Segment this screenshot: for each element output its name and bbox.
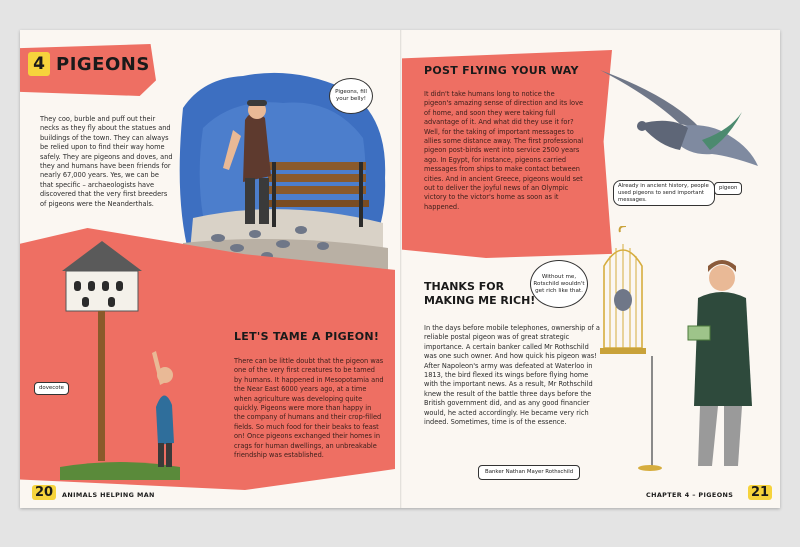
post-heading: POST FLYING YOUR WAY	[424, 64, 579, 77]
post-text: It didn't take humans long to notice the pigeon's amazing sense of direction and its love of home, and soon they were taking full advantage of it. And what did they use it for? Well, for the taking of important messages to allies some distance away. The first professional pigeon post-birds went into service 2500 years ago. In Egypt, for instance, pigeons carried messages from ships to make contact between cities. And in ancient Greece, pigeons would set out to deliver the joyful news of an Olympic victory to the victor's home as soon as it happened.	[424, 90, 584, 211]
intro-text: They coo, burble and puff out their necks as they fly about the statues and buildings of the town. They can always be relied upon to find their way home safely. They are pigeons and doves, and they and humans have been friends for nearly 67,000 years. Yes, we can be that specific – archaeologists have discovered that the very first breeders of pigeons were the Neanderthals.	[40, 115, 173, 208]
page-number-right: 21	[748, 485, 772, 500]
rich-text: In the days before mobile telephones, ownership of a reliable postal pigeon was of great strategic importance. A certain banker called Mr Rothschild was one such owner. And how quick his pigeon was! After Napoleon's army was defeated at Waterloo in 1813, the bird flexed its wings before flying home with the important news. As a result, Mr Rothschild knew the result of the battle three days before the British government did, and as any good financier would, he acted accordingly. He became very rich indeed. Sometimes, time is of the essence.	[424, 324, 600, 427]
book-spread	[20, 30, 780, 508]
tame-heading: LET'S TAME A PIGEON!	[234, 330, 380, 343]
speech-bubble-rich: Without me, Rotschild wouldn't get rich like that.	[530, 260, 588, 308]
dovecote-illustration	[60, 235, 195, 480]
flying-pigeon-illustration	[580, 66, 765, 176]
banker-and-cage-illustration	[590, 226, 770, 478]
bench-scene	[173, 58, 393, 276]
ancient-note: Already in ancient history, people used pigeons to send important messages.	[613, 180, 715, 206]
dovecote-label: dovecote	[34, 382, 69, 395]
rich-heading: THANKS FOR MAKING ME RICH!	[424, 280, 536, 307]
page-number-left: 20	[32, 485, 56, 500]
page-title: PIGEONS	[56, 54, 150, 75]
banker-label: Banker Nathan Mayer Rothschild	[478, 465, 580, 480]
footer-left: ANIMALS HELPING MAN	[62, 491, 155, 499]
tame-text: There can be little doubt that the pigeon was one of the very first creatures to be tamed by humans. It happened in Mesopotamia and the Near East 6000 years ago, at a time when agriculture was developing quite quickly. Pigeons were more than happy in the company of humans and their crop-filled fields. So much food for their beaks to feast on! Once pigeons exchanged their homes in crags for human dwellings, an unbreakable friendship was established.	[234, 357, 384, 460]
gutter-shadow	[400, 30, 402, 508]
chapter-number-badge: 4	[28, 52, 50, 76]
pigeon-label: pigeon	[714, 182, 742, 195]
footer-right: CHAPTER 4 – PIGEONS	[646, 491, 734, 499]
speech-bubble-bench: Pigeons, fill your belly!	[329, 78, 373, 114]
